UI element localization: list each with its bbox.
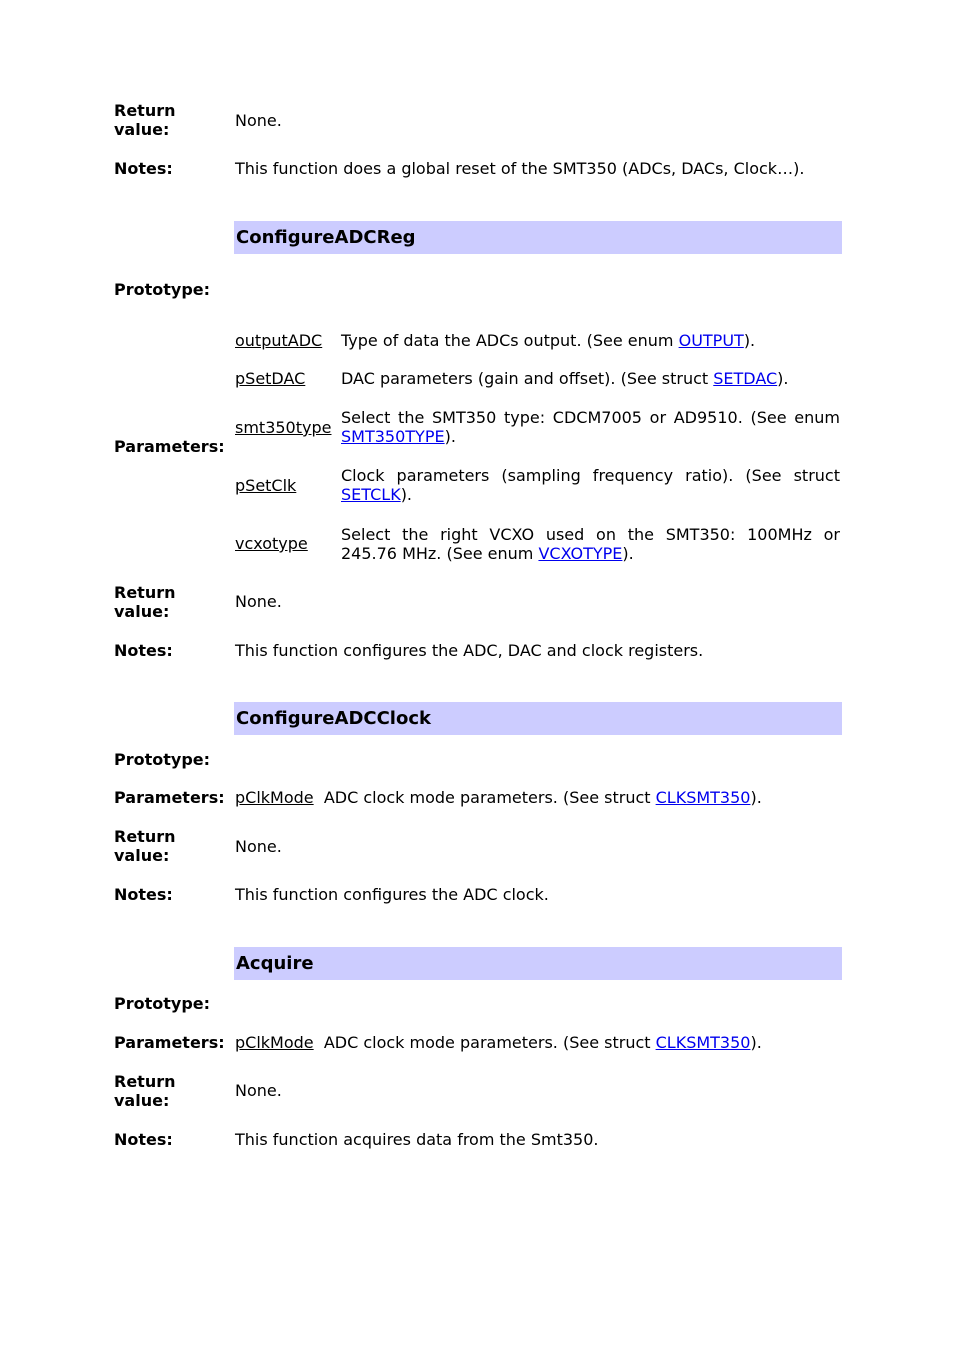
param-desc-tail: ). [750, 1033, 762, 1052]
param-desc-text: Select the right VCXO used on the SMT350: 100MHz or 245.76 MHz. (See enum [341, 525, 840, 563]
notes-text: This function configures the ADC clock. [235, 885, 549, 904]
param-desc-text: ADC clock mode parameters. (See struct [323, 788, 656, 807]
parameters-label: Parameters: [114, 437, 225, 456]
param-description [341, 525, 840, 563]
return-value-text: None. [235, 837, 282, 856]
parameters-label: Parameters: [114, 1033, 225, 1052]
notes-label: Notes: [114, 641, 173, 660]
param-description [341, 331, 840, 350]
section-header-configureadcclock: ConfigureADCClock [234, 702, 842, 735]
struct-link[interactable]: CLKSMT350 [655, 788, 751, 807]
prototype-label: Prototype: [114, 994, 211, 1013]
param-description [341, 408, 840, 446]
notes-label: Notes: [114, 159, 173, 178]
param-desc-text: ADC clock mode parameters. (See struct [323, 1033, 656, 1052]
notes-text: This function configures the ADC, DAC and clock registers. [235, 641, 704, 660]
return-value-label: Return value: [114, 1072, 176, 1110]
param-desc-tail: ). [750, 788, 762, 807]
return-value-label: Return value: [114, 583, 176, 621]
param-desc-text: DAC parameters (gain and offset). (See struct [341, 369, 714, 388]
param-desc-tail: ). [777, 369, 789, 388]
param-line [235, 788, 762, 807]
notes-label: Notes: [114, 1130, 173, 1149]
param-description [341, 369, 840, 388]
param-name[interactable]: outputADC [235, 331, 323, 350]
param-desc-tail: ). [400, 485, 413, 504]
param-desc-tail: ). [622, 544, 634, 563]
section-header-configureadcreg: ConfigureADCReg [234, 221, 842, 254]
param-name[interactable]: pSetDAC [235, 369, 306, 388]
enum-link[interactable]: OUTPUT [678, 331, 744, 350]
section-header-acquire: Acquire [234, 947, 842, 980]
prototype-label: Prototype: [114, 750, 211, 769]
notes-label: Notes: [114, 885, 173, 904]
return-value-label: Return value: [114, 101, 176, 139]
param-desc-text: Type of data the ADCs output. (See enum [341, 331, 679, 350]
parameters-label: Parameters: [114, 788, 225, 807]
param-desc-text: Clock parameters (sampling frequency ratio). (See struct [341, 466, 840, 485]
struct-link[interactable]: SETCLK [341, 485, 401, 504]
enum-link[interactable]: SMT350TYPE [341, 427, 445, 446]
prototype-label: Prototype: [114, 280, 211, 299]
param-desc-tail: ). [444, 427, 456, 446]
param-line [235, 1033, 762, 1052]
param-name[interactable]: vcxotype [235, 534, 308, 553]
notes-text: This function does a global reset of the SMT350 (ADCs, DACs, Clock…). [235, 159, 805, 178]
param-name[interactable]: smt350type [235, 418, 332, 437]
struct-link[interactable]: CLKSMT350 [655, 1033, 751, 1052]
param-name[interactable]: pSetClk [235, 476, 297, 495]
return-value-text: None. [235, 592, 282, 611]
return-value-label: Return value: [114, 827, 176, 865]
param-name[interactable]: pClkMode [235, 788, 314, 807]
param-desc-text: Select the SMT350 type: CDCM7005 or AD9510. (See enum [341, 408, 840, 427]
notes-text: This function acquires data from the Smt350. [235, 1130, 599, 1149]
struct-link[interactable]: SETDAC [713, 369, 778, 388]
param-description [341, 466, 840, 504]
enum-link[interactable]: VCXOTYPE [538, 544, 623, 563]
param-desc-tail: ). [743, 331, 756, 350]
return-value-text: None. [235, 1081, 282, 1100]
return-value-text: None. [235, 111, 282, 130]
param-name[interactable]: pClkMode [235, 1033, 314, 1052]
